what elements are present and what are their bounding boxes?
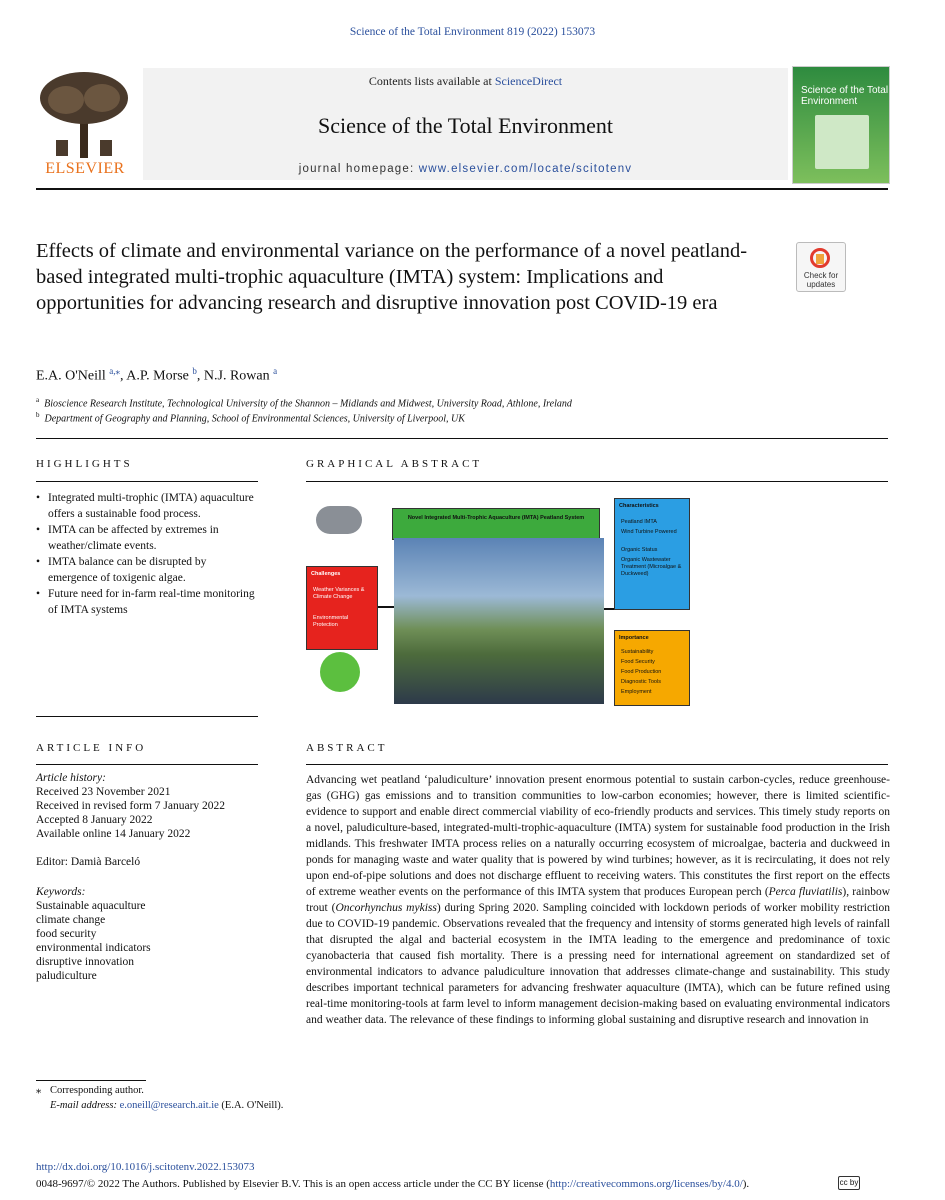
importance-title: Importance	[619, 635, 649, 641]
highlight-item: • IMTA balance can be disrupted by emergence of toxigenic algae.	[36, 554, 256, 586]
graphical-abstract-figure[interactable]	[306, 496, 688, 706]
corresponding-label: Corresponding author.	[50, 1085, 144, 1096]
author-affil-mark[interactable]: a	[273, 366, 278, 376]
arrow-icon	[604, 608, 614, 610]
highlight-item: • Integrated multi-trophic (IMTA) aquaculture offers a sustainable food process.	[36, 490, 256, 522]
email-link[interactable]: e.oneill@research.ait.ie	[119, 1100, 219, 1111]
graphical-abstract-heading: GRAPHICAL ABSTRACT	[306, 458, 483, 470]
highlights-rule	[36, 481, 258, 482]
peatland-photo	[394, 538, 604, 704]
characteristic-item: Peatland IMTA	[621, 519, 657, 525]
keywords-label: Keywords:	[36, 886, 86, 898]
license-suffix: ).	[742, 1178, 750, 1190]
cover-title: Science of the Total Environment	[801, 85, 889, 107]
history-item: Received in revised form 7 January 2022	[36, 800, 226, 812]
license-prefix: 0048-9697/© 2022 The Authors. Published by Elsevier B.V. This is an open access article under the CC BY license (	[36, 1178, 550, 1190]
license-line	[36, 1178, 749, 1190]
header-rule	[36, 188, 888, 190]
journal-name: Science of the Total Environment	[318, 113, 613, 138]
homepage-link[interactable]: www.elsevier.com/locate/scitotenv	[418, 163, 633, 175]
contents-line	[143, 74, 788, 89]
article-info-heading: ARTICLE INFO	[36, 742, 147, 754]
abstract-heading: ABSTRACT	[306, 742, 388, 754]
author-list: E.A. O'Neill $^{a,⁎}$, A.P. Morse $^b$, N.J. Rowan $^a$	[36, 366, 278, 384]
footnote-rule	[36, 1080, 146, 1081]
characteristics-box	[614, 498, 690, 610]
author-name[interactable]: N.J. Rowan	[203, 368, 270, 384]
challenge-item: Environmental Protection	[313, 615, 349, 628]
article-history	[36, 771, 225, 841]
center-title-box	[392, 508, 600, 540]
abstract-part: Advancing wet peatland ‘paludiculture’ innovation present enormous potential to sustain carbon-cycles, reduce greenhouse-gas (GHG) gas emissions and to transition communities to low-carbon economies; however, there is limited scientific-evidence to support and enable direct commercial viability of eco-friendly products and services. This timely study reports on a novel, paludiculture-based, integrated-multi-trophic-aquaculture (IMTA) system for sustainable food production in the Irish midlands. This freshwater IMTA process relies on a naturally occurring ecosystem of microalgae, bacteria and duckweed in ponds for managing waste and water quality that is powered by wind turbines; however, as it is recirculating, it does not rely upon end-of-pipe solutions and does not discharge effluent to receiving waters. This constitutes the first report on the effects of extreme weather events on the performance of this IMTA system that produces European perch (	[306, 774, 890, 898]
importance-item: Sustainability	[621, 649, 654, 655]
abstract-part: ), rainbow trout (	[306, 886, 890, 914]
cc-by-icon[interactable]: cc by	[838, 1176, 860, 1190]
importance-item: Food Security	[621, 659, 655, 665]
elsevier-wordmark: ELSEVIER	[45, 160, 125, 177]
corresponding-author-note	[36, 1083, 283, 1113]
check-for-updates-button[interactable]	[796, 242, 846, 292]
keyword-item: environmental indicators	[36, 942, 151, 954]
keyword-item: paludiculture	[36, 970, 97, 982]
affil-label: b	[36, 411, 40, 419]
section-rule	[36, 438, 888, 439]
characteristic-item: Wind Turbine Powered	[621, 529, 677, 535]
affil-label: a	[36, 396, 40, 404]
affil-text: Bioscience Research Institute, Technological University of the Shannon – Midlands and Midwest, University Road, Athlone, Ireland	[44, 398, 572, 410]
history-label: Article history:	[36, 772, 106, 784]
abstract-rule	[306, 764, 888, 765]
article-title: Effects of climate and environmental variance on the performance of a novel peatland-based integrated multi-trophic aquaculture (IMTA) system: Implications and opportunities for advancing research and disruptive innovation post COVID-19 era	[36, 240, 748, 314]
corresponding-mark: ⁎	[36, 1085, 42, 1096]
email-suffix: (E.A. O'Neill).	[218, 1100, 284, 1111]
bookmark-icon	[816, 254, 824, 264]
affiliation-b	[36, 411, 465, 424]
article-info-rule	[36, 764, 258, 765]
eco-globe-icon	[320, 652, 360, 692]
graphical-abstract-rule	[306, 481, 888, 482]
author-affil-mark[interactable]: b	[192, 366, 197, 376]
challenges-title: Challenges	[311, 571, 341, 577]
challenges-box	[306, 566, 378, 650]
keyword-item: Sustainable aquaculture	[36, 900, 146, 912]
contents-prefix: Contents lists available at	[368, 74, 495, 88]
importance-item: Diagnostic Tools	[621, 679, 661, 685]
highlights-bottom-rule	[36, 716, 258, 717]
characteristics-title: Characteristics	[619, 503, 659, 509]
center-title: Novel Integrated Multi-Trophic Aquaculture (IMTA) Peatland System	[407, 515, 585, 521]
highlights-heading: HIGHLIGHTS	[36, 458, 133, 470]
species-name: Perca fluviatilis	[768, 886, 843, 898]
importance-item: Employment	[621, 689, 652, 695]
doi-link[interactable]: http://dx.doi.org/10.1016/j.scitotenv.2022.153073	[36, 1161, 255, 1173]
author-affil-mark[interactable]: a,⁎	[109, 366, 121, 376]
highlights-list	[36, 490, 256, 618]
arrow-icon	[378, 606, 394, 608]
editor: Editor: Damià Barceló	[36, 856, 141, 868]
homepage-prefix: journal homepage:	[298, 163, 419, 175]
highlight-item: • IMTA can be affected by extremes in weather/climate events.	[36, 522, 256, 554]
email-label: E-mail address:	[50, 1100, 120, 1111]
cover-art	[815, 115, 869, 169]
abstract-part: ) during Spring 2020. Sampling coincided with lockdown periods of worker mobility restriction due to COVID-19 pandemic. Observations revealed that the frequency and intensity of storms generated high levels of rainfall that disrupted the algal and bacterial ecosystem in the IMTA leading to the emergence and predominance of toxic cyanobacteria that caused fish mortality. There is a pressing need for international agreement on standardized set of environmental indicators to advance paludiculture innovation that addresses climate-change and sustainability. This study describes important technical parameters for advancing freshwater aquaculture (IMTA), which can be future refined using real-time monitoring-tools at farm level to inform management decision-making based on evaluating environmental indicators and weather data. The relevance of these findings to informing global sustaining and disruptive research and innovation in	[306, 902, 890, 1026]
importance-box	[614, 630, 690, 706]
history-item: Accepted 8 January 2022	[36, 814, 153, 826]
history-item: Received 23 November 2021	[36, 786, 171, 798]
affil-text: Department of Geography and Planning, School of Environmental Sciences, University of Liverpool, UK	[44, 413, 465, 425]
abstract-text	[306, 772, 890, 1028]
journal-homepage	[143, 163, 788, 175]
characteristic-item: Organic Wastewater Treatment (Microalgae & Duckweed)	[621, 557, 682, 577]
species-name: Oncorhynchus mykiss	[335, 902, 437, 914]
importance-item: Food Production	[621, 669, 662, 675]
check-updates-label: Check for updates	[803, 271, 839, 289]
author-name[interactable]: A.P. Morse	[126, 368, 189, 384]
journal-cover-image[interactable]	[792, 66, 890, 184]
challenge-item: Weather Variances & Climate Change	[313, 587, 365, 600]
license-link[interactable]: http://creativecommons.org/licenses/by/4.0/	[549, 1178, 743, 1190]
history-item: Available online 14 January 2022	[36, 828, 191, 840]
author-name[interactable]: E.A. O'Neill	[36, 368, 106, 384]
highlight-item: • Future need for in-farm real-time monitoring of IMTA systems	[36, 586, 256, 618]
keyword-item: climate change	[36, 914, 106, 926]
keyword-item: disruptive innovation	[36, 956, 135, 968]
journal-reference[interactable]: Science of the Total Environment 819 (2022) 153073	[349, 26, 596, 38]
sciencedirect-link[interactable]: ScienceDirect	[494, 74, 563, 88]
keywords-block	[36, 885, 151, 983]
keyword-item: food security	[36, 928, 97, 940]
storm-cloud-icon	[316, 506, 362, 534]
affiliation-a	[36, 396, 572, 409]
characteristic-item: Organic Status	[621, 547, 658, 553]
